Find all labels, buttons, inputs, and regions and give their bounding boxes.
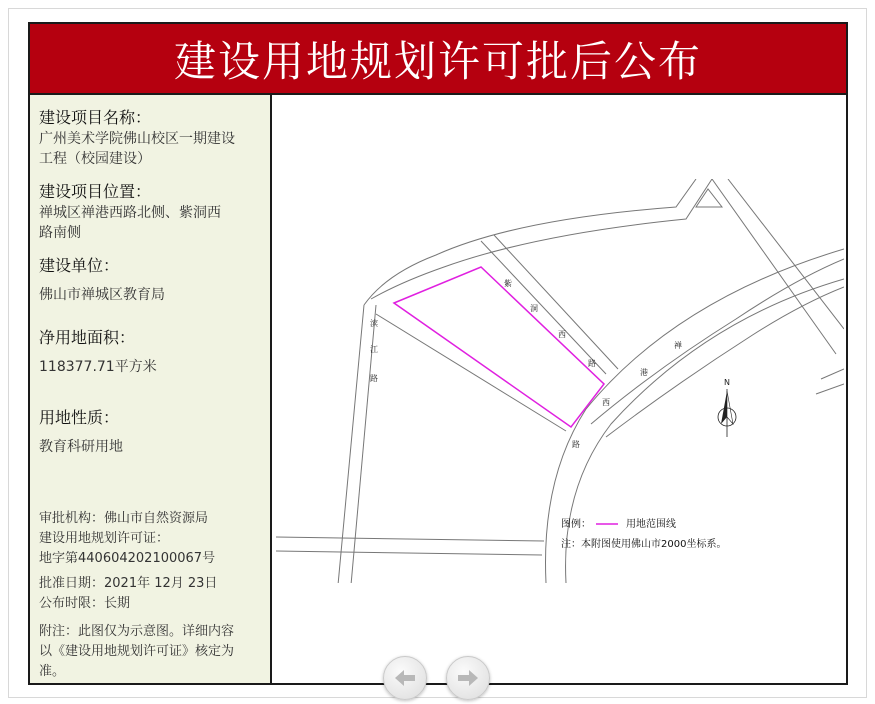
project-name-line1: 广州美术学院佛山校区一期建设 — [39, 131, 235, 147]
notice-title: 建设用地规划许可批后公布 — [173, 36, 702, 86]
arrow-left-icon — [394, 669, 416, 687]
road-edge — [481, 241, 606, 374]
road-edge — [276, 551, 542, 555]
road-edge — [376, 314, 566, 431]
approval-date: 批准日期：2021年 12月 23日 — [39, 576, 218, 591]
note-line3: 准。 — [39, 664, 66, 679]
road-label-binjiang-2: 江 — [370, 345, 378, 354]
road-edge — [276, 537, 544, 541]
road-label-changang-4: 路 — [572, 440, 580, 449]
location-line1: 禅城区禅港西路北侧、紫洞西 — [39, 205, 221, 221]
project-name-label: 建设项目名称： — [39, 108, 152, 127]
project-name-line2: 工程（校园建设） — [39, 151, 151, 167]
north-label: N — [724, 378, 730, 387]
road-label-zidong-2: 洞 — [530, 304, 538, 313]
location-label: 建设项目位置： — [39, 182, 152, 201]
unit-label: 建设单位： — [39, 256, 120, 275]
site-map — [274, 95, 846, 683]
permit-number: 地字第440604202100067号 — [39, 551, 216, 566]
legend-item-label: 用地范围线 — [626, 519, 676, 530]
info-panel — [30, 95, 272, 683]
map-legend — [561, 517, 726, 550]
road-label-zidong-1: 紫 — [504, 279, 512, 288]
road-label-binjiang-1: 滨 — [370, 319, 378, 328]
note-line2: 以《建设用地规划许可证》核定为 — [39, 644, 235, 659]
road-edge — [494, 235, 618, 369]
road-edge — [371, 179, 712, 299]
next-page-button[interactable] — [446, 656, 490, 700]
permit-label: 建设用地规划许可证： — [39, 531, 170, 546]
previous-page-button[interactable] — [383, 656, 427, 700]
road-edge — [712, 179, 836, 354]
road-edge — [364, 179, 696, 305]
road-edge — [821, 369, 844, 379]
area-label: 净用地面积： — [39, 328, 136, 347]
nature-value: 教育科研用地 — [39, 439, 123, 455]
road-edge — [338, 305, 364, 583]
approval-authority: 审批机构：佛山市自然资源局 — [39, 511, 209, 526]
area-value: 118377.71平方米 — [39, 359, 157, 375]
site-boundary — [394, 267, 604, 427]
road-label-changang-2: 港 — [640, 368, 648, 377]
location-line2: 路南侧 — [39, 225, 81, 241]
road-label-zidong-3: 西 — [558, 330, 566, 339]
north-arrow-icon — [718, 378, 736, 437]
road-label-changang-1: 禅 — [674, 341, 682, 350]
coordinate-note: 注：本附图使用佛山市2000坐标系。 — [561, 539, 727, 550]
road-label-changang-3: 西 — [602, 398, 610, 407]
unit-value: 佛山市禅城区教育局 — [39, 287, 165, 303]
note-line1: 附注：此图仅为示意图。详细内容 — [39, 624, 235, 639]
title-bar — [30, 24, 846, 95]
road-label-binjiang-3: 路 — [370, 374, 378, 383]
nature-label: 用地性质： — [39, 408, 120, 427]
road-lines — [276, 179, 844, 583]
site-plan-drawing — [276, 179, 844, 583]
legend-label: 图例： — [561, 519, 591, 530]
arrow-right-icon — [457, 669, 479, 687]
road-label-zidong-4: 路 — [588, 359, 596, 368]
road-edge — [546, 249, 845, 583]
road-edge — [566, 279, 844, 583]
road-edge — [816, 384, 844, 394]
road-edge — [591, 259, 844, 424]
publish-period: 公布时限：长期 — [39, 596, 131, 611]
notice-board — [28, 22, 848, 685]
